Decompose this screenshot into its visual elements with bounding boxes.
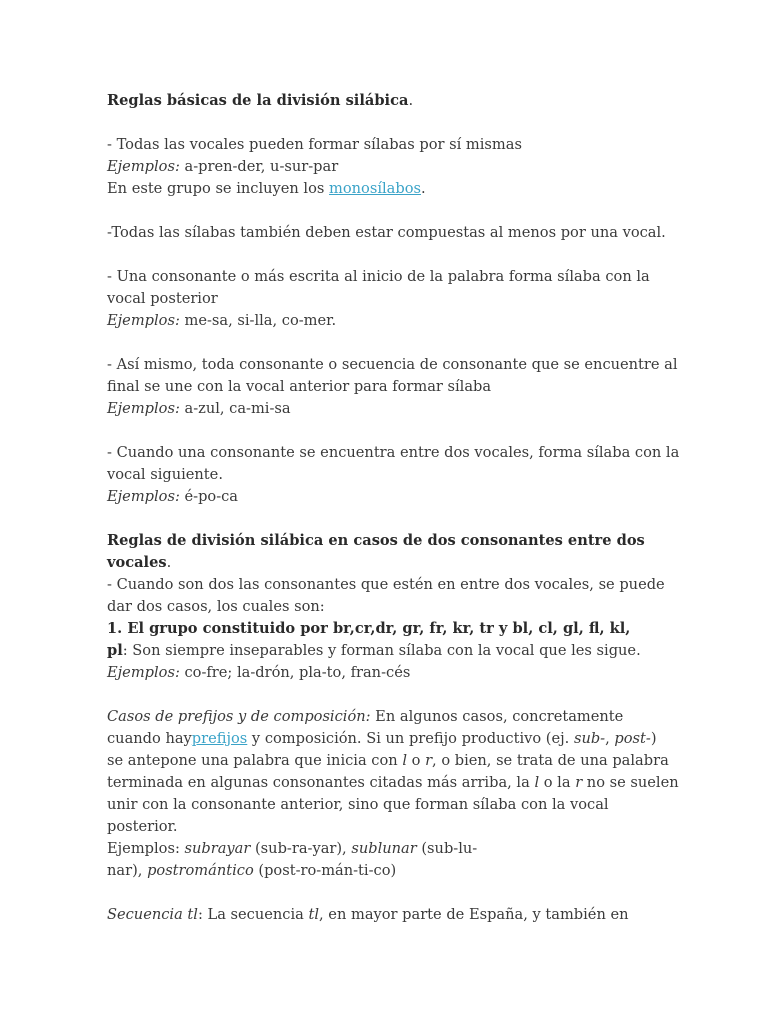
prefix-line-3: se antepone una palabra que inicia con l o r, o bien, se trata de una palabra — [107, 752, 669, 769]
rule-6-line-2: dar dos casos, los cuales son: — [107, 598, 325, 615]
section-title-two-consonants-line-1: Reglas de división silábica en casos de dos consonantes entre dos — [107, 532, 645, 549]
rule-3-line-1: - Una consonante o más escrita al inicio de la palabra forma sílaba con la — [107, 268, 650, 285]
rule-5-line-2: vocal siguiente. — [107, 466, 223, 483]
section-title-two-consonants-line-2: vocales. — [107, 554, 172, 571]
rule-1-note: En este grupo se incluyen los monosílabos. — [107, 180, 426, 197]
prefix-line-4: terminada en algunas consonantes citadas más arriba, la l o la r no se suelen — [107, 774, 679, 791]
rule-1-examples: Ejemplos: a-pren-der, u-sur-par — [107, 158, 339, 175]
rule-1: - Todas las vocales pueden formar sílabas por sí mismas — [107, 136, 522, 153]
rule-4-examples: Ejemplos: a-zul, ca-mi-sa — [107, 400, 291, 417]
rule-5-line-1: - Cuando una consonante se encuentra entre dos vocales, forma sílaba con la — [107, 444, 680, 461]
rule-4-line-2: final se une con la vocal anterior para formar sílaba — [107, 378, 492, 395]
monosilabos-link[interactable]: monosílabos — [329, 180, 421, 197]
rule-2: -Todas las sílabas también deben estar compuestas al menos por una vocal. — [107, 224, 666, 241]
rule-3-line-2: vocal posterior — [107, 290, 218, 307]
prefix-examples-line-1: Ejemplos: subrayar (sub-ra-yar), sublunar (sub-lu- — [107, 840, 478, 857]
prefix-examples-line-2: nar), postromántico (post-ro-mán-ti-co) — [107, 862, 397, 879]
consonant-group-examples: Ejemplos: co-fre; la-drón, pla-to, fran-cés — [107, 664, 411, 681]
prefix-line-1: Casos de prefijos y de composición: En algunos casos, concretamente — [107, 708, 624, 725]
rule-3-examples: Ejemplos: me-sa, si-lla, co-mer. — [107, 312, 337, 329]
rule-5-examples: Ejemplos: é-po-ca — [107, 488, 238, 505]
section-title-basic-rules: Reglas básicas de la división silábica. — [107, 92, 414, 109]
prefix-line-2: cuando hayprefijos y composición. Si un prefijo productivo (ej. sub-, post-) — [107, 730, 657, 747]
rule-6-line-1: - Cuando son dos las consonantes que estén en entre dos vocales, se puede — [107, 576, 665, 593]
tl-sequence-line: Secuencia tl: La secuencia tl, en mayor parte de España, y también en — [107, 906, 629, 923]
rule-4-line-1: - Así mismo, toda consonante o secuencia de consonante que se encuentre al — [107, 356, 678, 373]
consonant-group-line-2: pl: Son siempre inseparables y forman sílaba con la vocal que les sigue. — [107, 642, 641, 659]
prefix-line-6: posterior. — [107, 818, 178, 835]
prefijos-link[interactable]: prefijos — [191, 730, 248, 747]
prefix-line-5: unir con la consonante anterior, sino que forman sílaba con la vocal — [107, 796, 609, 813]
consonant-group-line-1: 1. El grupo constituido por br,cr,dr, gr, fr, kr, tr y bl, cl, gl, fl, kl, — [107, 620, 631, 637]
